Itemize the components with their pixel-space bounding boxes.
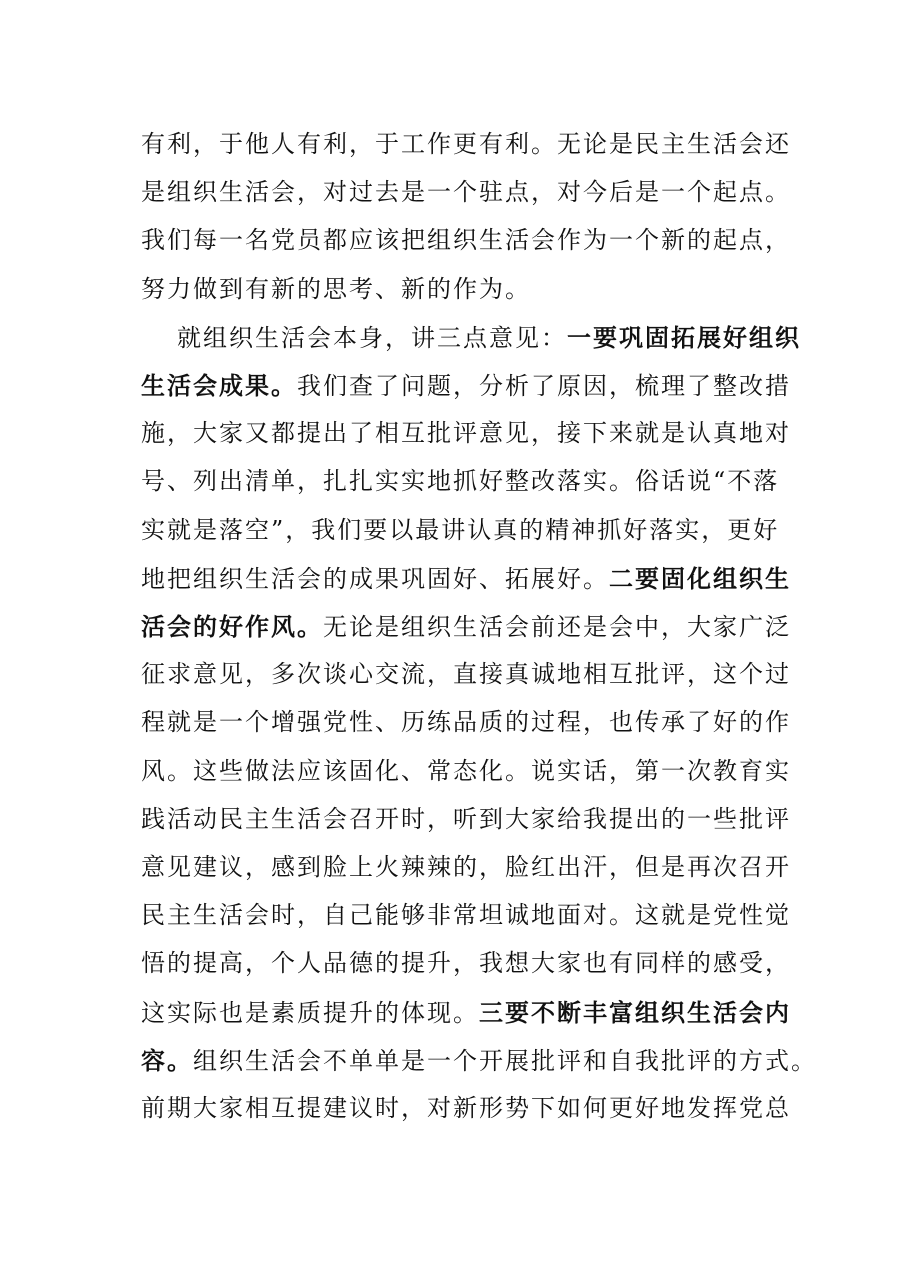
body-text: 是组织生活会，对过去是一个驻点，对今后是一个起点。 [141, 178, 791, 207]
body-text: 践活动民主生活会召开时，听到大家给我提出的一些批评 [141, 804, 791, 833]
bold-heading-text: 二要固化组织生 [609, 563, 791, 593]
text-line [141, 560, 791, 597]
text-line [141, 849, 791, 886]
body-text: 努力做到有新的思考、新的作为。 [141, 274, 531, 303]
body-text: 实就是落空”，我们要以最讲认真的精神抓好落实，更好 [141, 515, 780, 544]
text-line [177, 319, 801, 356]
text-line [141, 415, 791, 452]
body-text: 悟的提高，个人品德的提升，我想大家也有同样的感受， [141, 949, 791, 978]
text-line [141, 753, 791, 790]
text-line [141, 608, 791, 645]
bold-heading-text: 生活会成果。 [141, 371, 297, 400]
body-text: 这实际也是素质提升的体现。 [141, 998, 479, 1027]
body-text: 程就是一个增强党性、历练品质的过程，也传承了好的作 [141, 708, 791, 737]
text-line [141, 994, 791, 1031]
body-text: 就组织生活会本身，讲三点意见： [177, 323, 567, 352]
text-line [141, 1042, 817, 1079]
text-line [141, 271, 531, 308]
body-text: 地把组织生活会的成果巩固好、拓展好。 [141, 564, 609, 593]
bold-heading-text: 一要巩固拓展好组织 [567, 322, 801, 352]
body-text: 组织生活会不单单是一个开展批评和自我批评的方式。 [193, 1046, 817, 1075]
body-text: 民主生活会时，自己能够非常坦诚地面对。这就是党性觉 [141, 901, 791, 930]
body-text: 号、列出清单，扎扎实实地抓好整改落实。俗话说“不落 [141, 467, 780, 496]
text-line [141, 367, 791, 404]
body-text: 征求意见，多次谈心交流，直接真诚地相互批评，这个过 [141, 660, 791, 689]
text-line [141, 704, 791, 741]
body-text: 施，大家又都提出了相互批评意见，接下来就是认真地对 [141, 419, 791, 448]
text-line [141, 656, 791, 693]
body-text: 风。这些做法应该固化、常态化。说实话，第一次教育实 [141, 756, 791, 785]
text-line [141, 512, 779, 549]
bold-heading-text: 活会的好作风。 [141, 612, 323, 641]
text-line [141, 222, 791, 259]
body-text: 意见建议，感到脸上火辣辣的，脸红出汗，但是再次召开 [141, 853, 791, 881]
body-text: 我们查了问题，分析了原因，梳理了整改措 [297, 372, 791, 400]
text-line [141, 463, 779, 500]
text-line [141, 945, 791, 982]
text-line [141, 126, 791, 163]
body-text: 我们每一名党员都应该把组织生活会作为一个新的起点， [141, 226, 791, 255]
body-text: 有利，于他人有利，于工作更有利。无论是民主生活会还 [141, 130, 791, 158]
body-text: 无论是组织生活会前还是会中，大家广泛 [323, 613, 791, 641]
text-line [141, 801, 791, 838]
body-text: 前期大家相互提建议时，对新形势下如何更好地发挥党总 [141, 1094, 791, 1122]
bold-heading-text: 容。 [141, 1045, 193, 1075]
text-line [141, 174, 791, 211]
text-line [141, 897, 791, 934]
bold-heading-text: 三要不断丰富组织生活会内 [479, 997, 791, 1027]
text-line [141, 1090, 791, 1127]
